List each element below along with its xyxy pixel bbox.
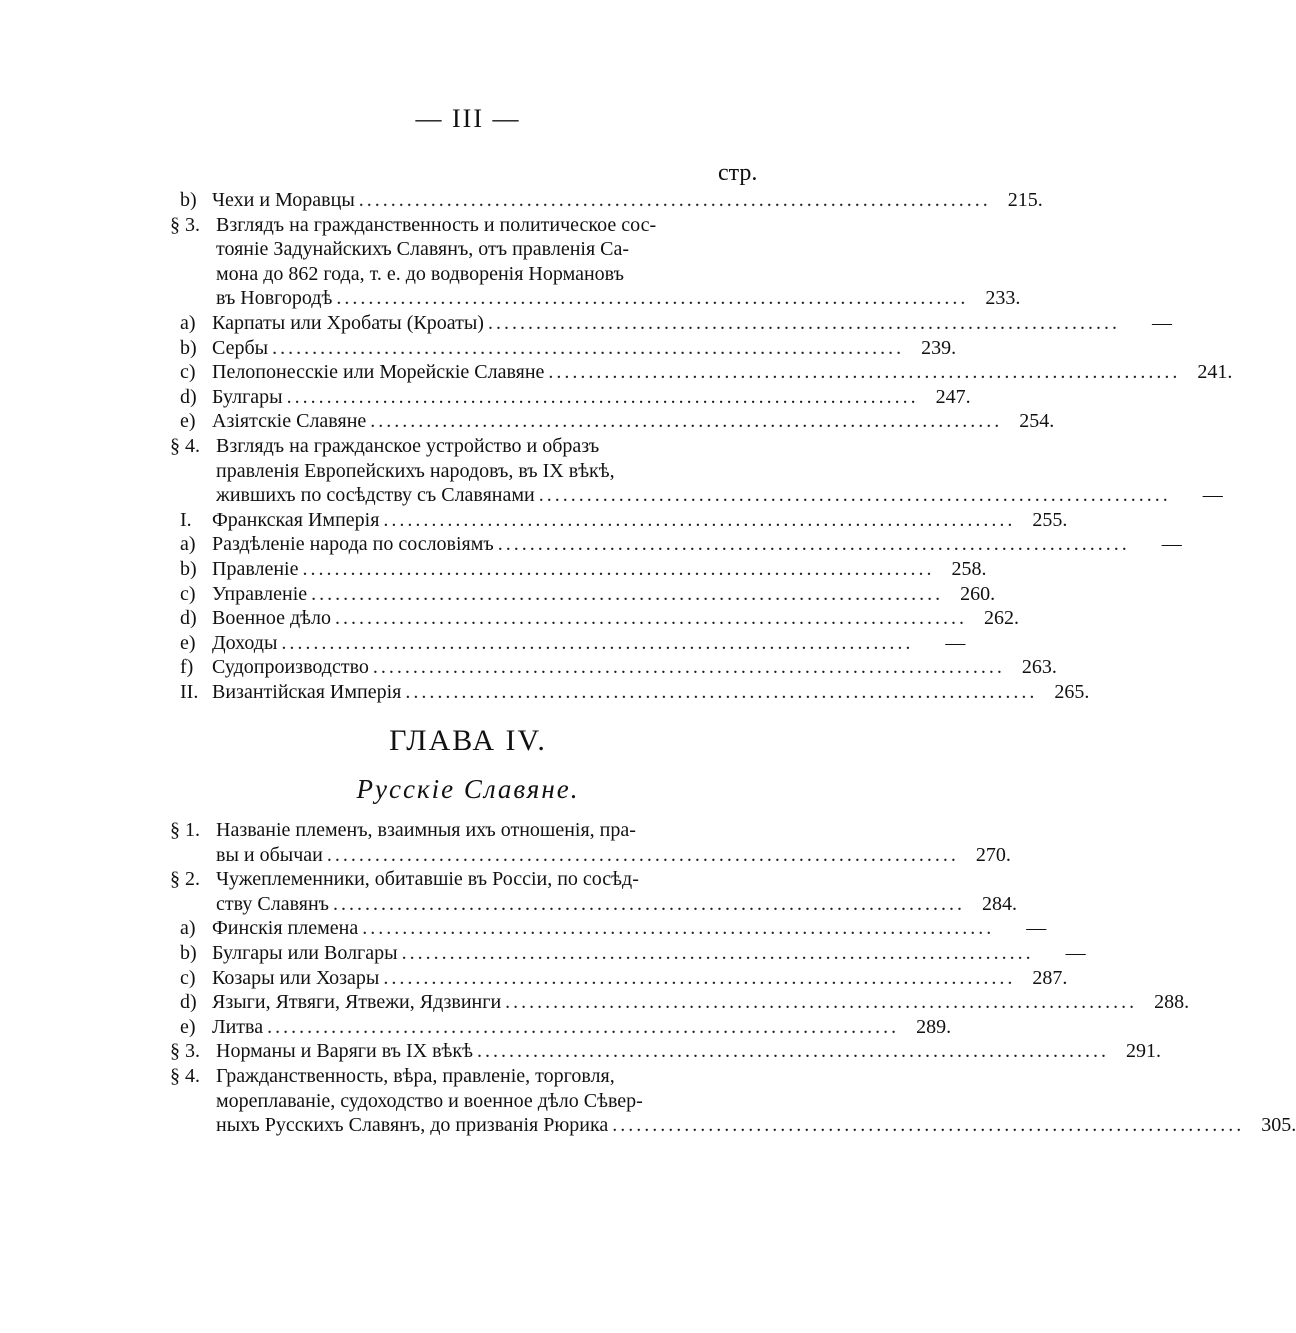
- toc-entry: [180, 532, 1182, 557]
- toc-entry-title: Булгары: [212, 385, 283, 408]
- toc-entry-line: Чужеплеменники, обитавшіе въ Россіи, по сосѣд-: [216, 868, 639, 891]
- toc-entry-line: Названіе племенъ, взаимныя ихъ отношенія, пра-: [216, 819, 636, 841]
- toc-entry-label: a): [180, 533, 196, 556]
- toc-entry: [180, 631, 966, 656]
- toc-entry-page: —: [945, 631, 966, 654]
- toc-entry-label: e): [180, 1015, 196, 1038]
- toc-entry-title: Чехи и Моравцы: [212, 189, 355, 211]
- toc-entry-title: Карпаты или Хробаты (Кроаты): [212, 311, 484, 334]
- toc-entry: [180, 1015, 952, 1040]
- dot-leader: [477, 1039, 1105, 1064]
- toc-entry: [180, 360, 1233, 385]
- toc-entry-page: 247.: [935, 385, 971, 408]
- toc-entry-line: мона до 862 года, т. е. до водворенія Нормановъ: [216, 262, 624, 285]
- toc-entry: [180, 990, 1190, 1015]
- toc-entry-label: d): [180, 991, 197, 1014]
- toc-entry-page: 254.: [1019, 410, 1055, 433]
- dot-leader: [370, 409, 998, 434]
- toc-entry-label: § 4.: [170, 1064, 200, 1087]
- toc-entry: [170, 867, 1017, 916]
- dot-leader: [505, 990, 1133, 1015]
- toc-entry: [170, 1064, 1296, 1138]
- toc-entry-title: Норманы и Варяги въ IX вѣкѣ: [216, 1040, 473, 1063]
- toc-entry-label: f): [180, 656, 194, 679]
- toc-entry-page: 270.: [975, 843, 1011, 866]
- dot-leader: [359, 188, 987, 213]
- toc-entry: [180, 606, 1020, 631]
- toc-entry: [180, 385, 971, 410]
- dot-leader: [281, 631, 909, 656]
- chapter-subtitle: Русскіе Славяне.: [356, 774, 580, 804]
- toc-entry-page: 233.: [985, 287, 1021, 310]
- toc-entry-title: Правленіе: [212, 557, 299, 580]
- dot-leader: [488, 311, 1116, 336]
- toc-entry-label: I.: [180, 508, 192, 531]
- toc-entry-page: —: [1202, 484, 1223, 507]
- toc-entry-title: Византійская Имперія: [212, 680, 402, 703]
- toc-entry: [180, 336, 957, 361]
- toc-entry-label: § 2.: [170, 868, 200, 891]
- toc-entry-page: 258.: [951, 557, 987, 580]
- dot-leader: [362, 916, 990, 941]
- page-number: — III —: [415, 104, 521, 133]
- toc-entry-line: тояніе Задунайскихъ Славянъ, отъ правленія Са-: [216, 238, 630, 261]
- toc-entry: [180, 409, 1055, 434]
- toc-entry: [180, 966, 1068, 991]
- toc-entry: [180, 941, 1086, 966]
- toc-entry-label: c): [180, 361, 196, 384]
- toc-entry: [180, 680, 1090, 705]
- toc-entry-title: Азіятскіе Славяне: [212, 410, 367, 433]
- toc-entry-label: § 3.: [170, 213, 200, 236]
- dot-leader: [405, 680, 1033, 705]
- dot-leader: [335, 606, 963, 631]
- toc-entry-page: 265.: [1054, 680, 1090, 703]
- toc-entry: [180, 508, 1068, 533]
- toc-entry-page: 289.: [916, 1015, 952, 1038]
- dot-leader: [303, 557, 931, 582]
- dot-leader: [336, 286, 964, 311]
- toc-entry-label: c): [180, 966, 196, 989]
- toc-entry: [180, 582, 996, 607]
- toc-entry-title: Пелопонесскіе или Морейскіе Славяне: [212, 361, 545, 384]
- dot-leader: [272, 336, 900, 361]
- toc-entry-label: II.: [180, 680, 199, 703]
- dot-leader: [327, 843, 955, 868]
- toc-entry-title: Козары или Хозары: [212, 966, 380, 989]
- toc-entry-title: въ Новгородѣ: [216, 287, 333, 310]
- toc-entry-page: —: [1026, 917, 1047, 940]
- toc-entry-page: 215.: [1007, 189, 1043, 211]
- toc-entry-label: e): [180, 410, 196, 433]
- toc-entry-page: —: [1151, 311, 1172, 334]
- toc-entry-label: § 1.: [170, 819, 200, 841]
- toc-entry-title: Языги, Ятвяги, Ятвежи, Ядзвинги: [212, 991, 502, 1014]
- toc-entry-title: Раздѣленіе народа по сословіямъ: [212, 533, 494, 556]
- toc-entry-label: b): [180, 189, 197, 211]
- table-of-contents-section-b: [170, 818, 1296, 1138]
- toc-entry-title: Литва: [212, 1015, 264, 1038]
- toc-entry-page: 284.: [982, 892, 1017, 915]
- dot-leader: [267, 1015, 895, 1040]
- toc-entry-page: 263.: [1021, 656, 1057, 679]
- dot-leader: [402, 941, 1030, 966]
- toc-entry-title: ныхъ Русскихъ Славянъ, до призванія Рюрика: [216, 1114, 609, 1137]
- dot-leader: [373, 655, 1001, 680]
- toc-entry-title: Финскія племена: [212, 917, 359, 940]
- toc-entry-page: 255.: [1032, 508, 1068, 531]
- toc-entry-page: 262.: [984, 607, 1020, 630]
- page-column-header: стр.: [718, 160, 758, 186]
- toc-entry-title: Сербы: [212, 336, 269, 359]
- dot-leader: [333, 892, 961, 917]
- toc-entry-page: 260.: [960, 582, 996, 605]
- toc-entry-page: 288.: [1154, 991, 1190, 1014]
- toc-entry-line: Взглядъ на гражданское устройство и образъ: [216, 434, 600, 457]
- table-of-contents-section-a: [170, 188, 1233, 704]
- dot-leader: [383, 966, 1011, 991]
- toc-entry: [170, 1039, 1161, 1064]
- toc-entry: [180, 188, 1043, 213]
- toc-entry-title: Франкская Имперія: [212, 508, 380, 531]
- toc-entry-label: § 4.: [170, 434, 200, 457]
- dot-leader: [498, 532, 1126, 557]
- toc-entry: [180, 916, 1047, 941]
- toc-entry-label: c): [180, 582, 196, 605]
- toc-entry-title: Доходы: [212, 631, 278, 654]
- toc-entry-line: мореплаваніе, судоходство и военное дѣло Сѣвер-: [216, 1089, 643, 1112]
- toc-entry-title: Судопроизводство: [212, 656, 369, 679]
- toc-entry-title: жившихъ по сосѣдству съ Славянами: [216, 484, 535, 507]
- toc-entry-line: Взглядъ на гражданственность и политическое сос-: [216, 213, 657, 236]
- toc-entry-label: b): [180, 557, 197, 580]
- dot-leader: [612, 1113, 1240, 1138]
- toc-entry-page: 287.: [1032, 966, 1068, 989]
- toc-entry-title: Булгары или Волгары: [212, 941, 398, 964]
- dot-leader: [287, 385, 915, 410]
- dot-leader: [539, 483, 1167, 508]
- toc-entry-page: —: [1161, 533, 1182, 556]
- toc-entry-label: a): [180, 917, 196, 940]
- toc-entry-page: 291.: [1125, 1040, 1161, 1063]
- toc-entry-label: b): [180, 941, 197, 964]
- toc-entry-page: 239.: [921, 336, 957, 359]
- toc-entry-line: Гражданственность, вѣра, правленіе, торговля,: [216, 1064, 615, 1087]
- toc-entry-label: d): [180, 607, 197, 630]
- toc-entry: [180, 557, 987, 582]
- toc-entry: [170, 434, 1223, 508]
- toc-entry: [170, 818, 1011, 867]
- toc-entry: [170, 213, 1021, 311]
- toc-entry: [180, 311, 1172, 336]
- toc-entry-label: b): [180, 336, 197, 359]
- toc-entry-label: § 3.: [170, 1040, 200, 1063]
- toc-entry-page: 241.: [1197, 361, 1233, 384]
- toc-entry-page: —: [1065, 941, 1086, 964]
- toc-entry-page: 305.: [1261, 1114, 1296, 1137]
- toc-entry-label: e): [180, 631, 196, 654]
- chapter-title: ГЛАВА IV.: [389, 724, 547, 757]
- toc-entry-title: ству Славянъ: [216, 892, 329, 915]
- toc-entry-label: a): [180, 311, 196, 334]
- toc-entry-line: правленія Европейскихъ народовъ, въ IX вѣкѣ,: [216, 459, 615, 482]
- dot-leader: [383, 508, 1011, 533]
- toc-entry-title: вы и обычаи: [216, 843, 323, 866]
- dot-leader: [311, 582, 939, 607]
- toc-entry: [180, 655, 1057, 680]
- toc-entry-label: d): [180, 385, 197, 408]
- dot-leader: [548, 360, 1176, 385]
- toc-entry-title: Управленіе: [212, 582, 308, 605]
- toc-entry-title: Военное дѣло: [212, 607, 332, 630]
